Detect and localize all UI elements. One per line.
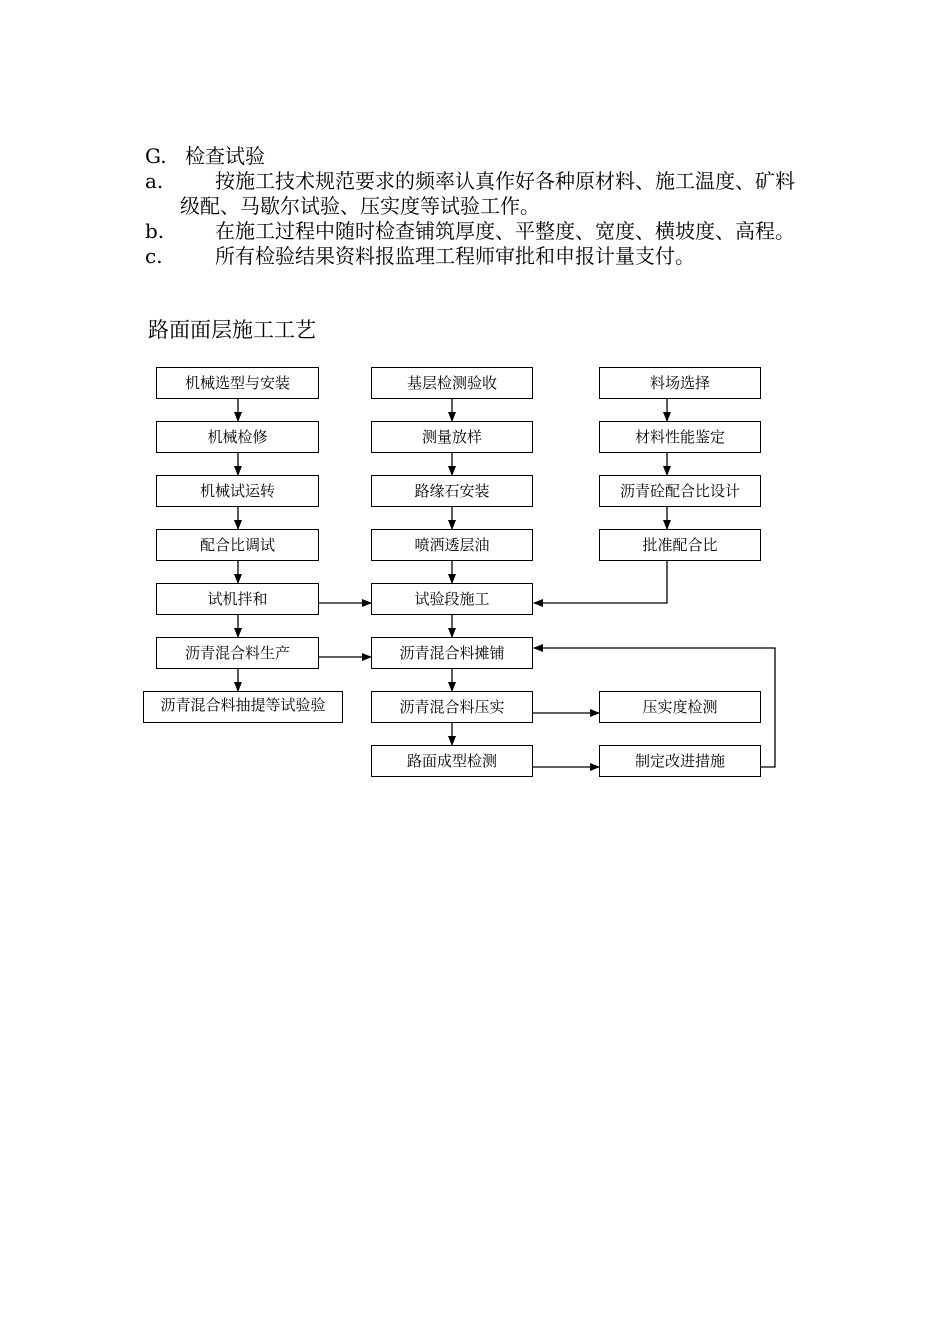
step-material-appraisal: 材料性能鉴定 bbox=[599, 421, 761, 453]
item-text: 在施工过程中随时检查铺筑厚度、平整度、宽度、横坡度、高程。 bbox=[215, 219, 795, 243]
step-quarry-selection: 料场选择 bbox=[599, 367, 761, 399]
step-prime-coat: 喷洒透层油 bbox=[371, 529, 533, 561]
item-text: 级配、马歇尔试验、压实度等试验工作。 bbox=[180, 194, 540, 218]
item-marker: a. bbox=[145, 169, 164, 193]
section-marker: G. bbox=[145, 144, 167, 168]
step-machine-repair: 机械检修 bbox=[156, 421, 319, 453]
step-asphalt-compaction: 沥青混合料压实 bbox=[371, 691, 533, 723]
step-pavement-inspection: 路面成型检测 bbox=[371, 745, 533, 777]
step-asphalt-paving: 沥青混合料摊铺 bbox=[371, 637, 533, 669]
item-marker: b. bbox=[145, 219, 165, 243]
step-base-inspection: 基层检测验收 bbox=[371, 367, 533, 399]
arrow-ratio-to-trial bbox=[534, 560, 667, 603]
step-machine-selection: 机械选型与安装 bbox=[156, 367, 319, 399]
step-compaction-test: 压实度检测 bbox=[599, 691, 761, 723]
flowchart-title: 路面面层施工工艺 bbox=[148, 318, 316, 342]
section-title: 检查试验 bbox=[185, 144, 265, 168]
step-asphalt-production: 沥青混合料生产 bbox=[156, 637, 319, 669]
step-survey-layout: 测量放样 bbox=[371, 421, 533, 453]
step-mix-design: 沥青砼配合比设计 bbox=[599, 475, 761, 507]
step-machine-test-run: 机械试运转 bbox=[156, 475, 319, 507]
step-improvement-measures: 制定改进措施 bbox=[599, 745, 761, 777]
step-extraction-test: 沥青混合料抽提等试验验 bbox=[143, 691, 343, 723]
step-curb-installation: 路缘石安装 bbox=[371, 475, 533, 507]
step-trial-section: 试验段施工 bbox=[371, 583, 533, 615]
item-text: 按施工技术规范要求的频率认真作好各种原材料、施工温度、矿料 bbox=[215, 169, 795, 193]
step-approve-mix-ratio: 批准配合比 bbox=[599, 529, 761, 561]
step-mix-ratio-adjust: 配合比调试 bbox=[156, 529, 319, 561]
step-trial-mixing: 试机拌和 bbox=[156, 583, 319, 615]
item-text: 所有检验结果资料报监理工程师审批和申报计量支付。 bbox=[215, 244, 695, 268]
item-marker: c. bbox=[145, 244, 163, 268]
